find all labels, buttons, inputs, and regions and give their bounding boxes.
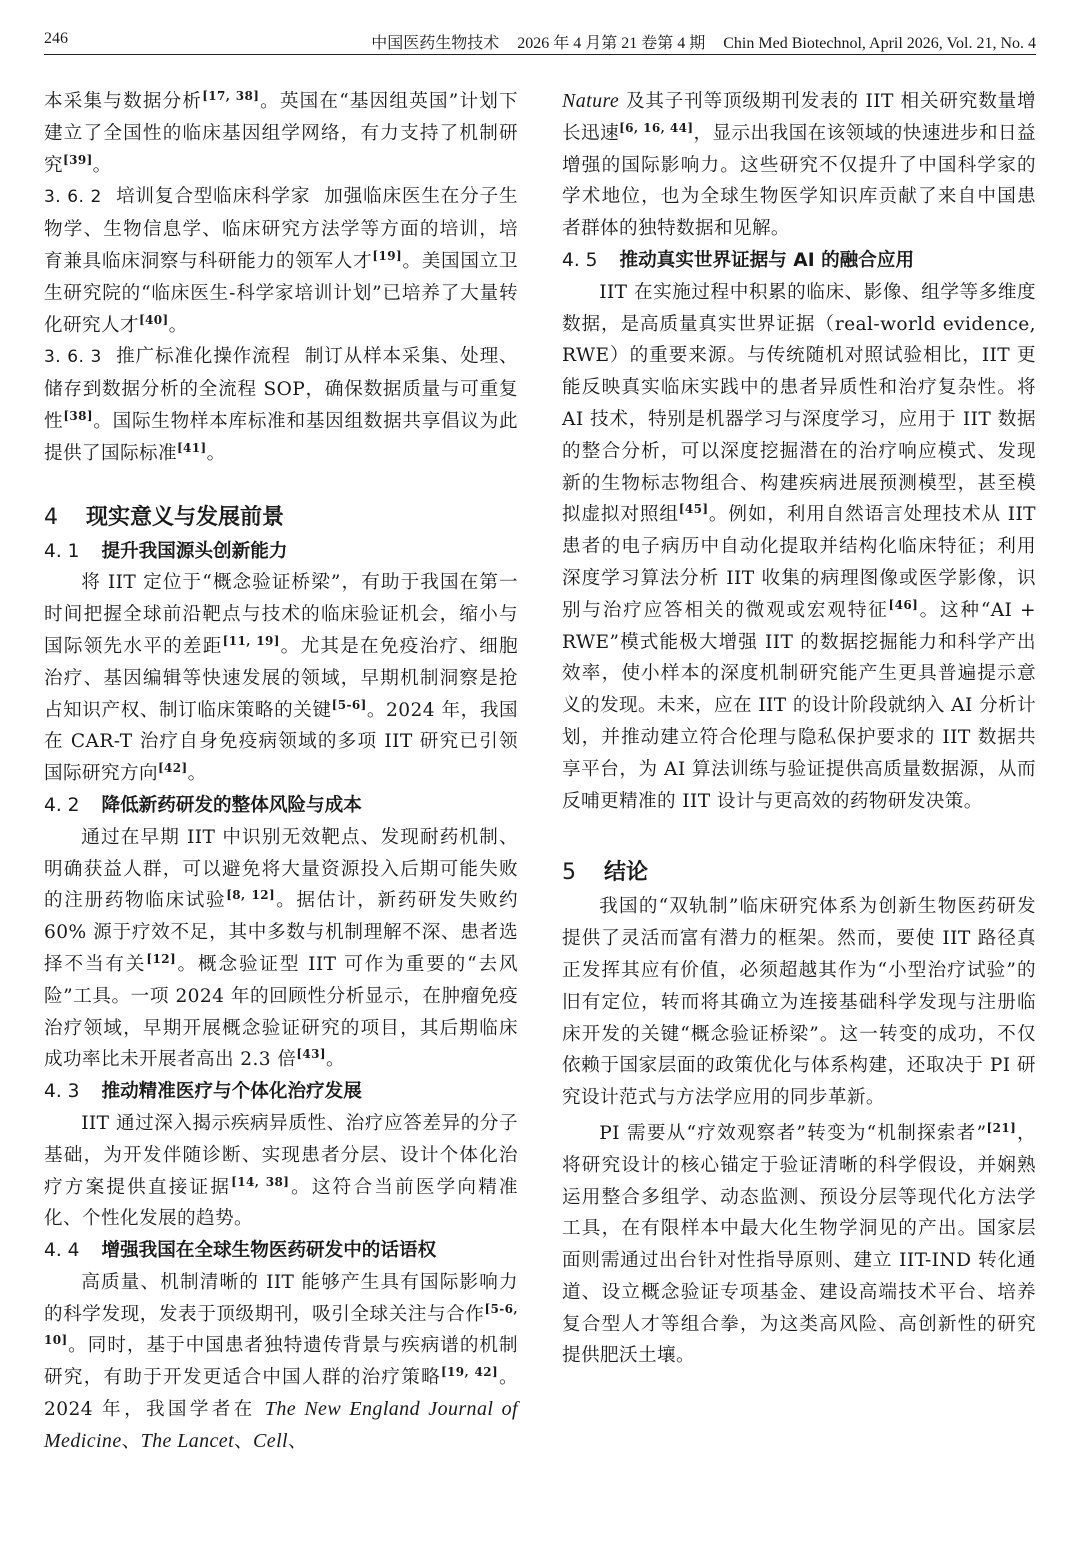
journal-name: Nature: [562, 90, 620, 112]
section-4-4-heading: 4. 4 增强我国在全球生物医药研发中的话语权: [44, 1240, 437, 1262]
section-4-5-heading: 4. 5 推动真实世界证据与 AI 的融合应用: [562, 249, 915, 271]
left-column: [44, 86, 518, 1458]
citation: [14, 38]: [231, 1174, 290, 1189]
citation: [43]: [296, 1047, 326, 1062]
journal-citation-en: Chin Med Biotechnol, April 2026, Vol. 21, No. 4: [723, 35, 1036, 52]
citation: [5-6, 10]: [44, 1301, 518, 1348]
paragraph-4-2: 通过在早期 IIT 中识别无效靶点、发现耐药机制、明确获益人群，可以避免将大量资源投入后期可能失败的注册药物临床试验[8, 12]。据估计，新药研发失败约 60% 源于疗效不足，其中多数与机制理解不深、患者选择不当有关[12]。概念验证型 IIT 可作为重要的“去风险”工具。一项 2024 年的回顾性分析显示，在肿瘤免疫治疗领域，早期开展概念验证研究的项目，其后期临床成功率比未开展者高出 2.3 倍[43]。: [44, 826, 518, 1071]
right-column: [562, 86, 1036, 1372]
section-4-1-heading: 4. 1 提升我国源头创新能力: [44, 540, 288, 562]
paragraph-5-2: PI 需要从“疗效观察者”转变为“机制探索者”[21]，将研究设计的核心锚定于验证清晰的科学假设，并娴熟运用整合多组学、动态监测、预设分层等现代化方法学工具，在有限样本中最大化生物学洞见的产出。国家层面则需通过出台针对性指导原则、建立 IIT-IND 转化通道、设立概念验证专项基金、建设高端技术平台、培养复合型人才等组合拳，为这类高风险、高创新性的研究提供肥沃土壤。: [562, 1120, 1036, 1367]
subsection-3-6-2: 3. 6. 2 培训复合型临床科学家 加强临床医生在分子生物学、生物信息学、临床研究方法学等方面的培训，培育兼具临床洞察与科研能力的领军人才[19]。美国国立卫生研究院的“临床医生-科学家培训计划”已培养了大量转化研究人才[40]。: [44, 186, 518, 336]
paragraph-4-5: IIT 在实施过程中积累的临床、影像、组学等多维度数据，是高质量真实世界证据（real-world evidence, RWE）的重要来源。与传统随机对照试验相比，IIT 更能反映真实临床实践中的患者异质性和治疗复杂性。将 AI 技术，特别是机器学习与深度学习，应用于 IIT 数据的整合分析，可以深度挖掘潜在的治疗响应模式、发现新的生物标志物组合、构建疾病进展预测模型，甚至模拟虚拟对照组[45]。例如，利用自然语言处理技术从 IIT 患者的电子病历中自动化提取并结构化临床特征；利用深度学习算法分析 IIT 收集的病理图像或医学影像，识别与治疗应答相关的微观或宏观特征[46]。这种“AI + RWE”模式能极大增强 IIT 的数据挖掘能力和科学产出效率，使小样本的深度机制研究能产生更具普遍提示意义的发现。未来，应在 IIT 的设计阶段就纳入 AI 分析计划，并推动建立符合伦理与隐私保护要求的 IIT 数据共享平台，为 AI 算法训练与验证提供高质量数据源，从而反哺更精准的 IIT 设计与更高效的药物研发决策。: [562, 281, 1037, 812]
section-5-heading: 5 结论: [562, 860, 649, 886]
section-title: 推广标准化操作流程: [115, 346, 291, 368]
citation: [21]: [986, 1120, 1017, 1135]
page-number: 246: [44, 30, 68, 47]
journal-name: The New England Journal of Medicine: [44, 1398, 518, 1452]
journal-info: [353, 30, 1036, 53]
section-number: 3. 6. 2: [44, 187, 102, 208]
citation: [6, 16, 44]: [619, 120, 694, 135]
journal-name: Cell: [253, 1429, 288, 1452]
citation: [19]: [372, 248, 403, 263]
citation: [11, 19]: [222, 633, 280, 648]
citation: [41]: [176, 440, 207, 455]
running-header: [44, 30, 1036, 54]
citation: [19, 42]: [440, 1365, 499, 1380]
paragraph-4-3: IIT 通过深入揭示疾病异质性、治疗应答差异的分子基础，为开发伴随诊断、实现患者分层、设计个体化治疗方案提供直接证据[14, 38]。这符合当前医学向精准化、个性化发展的趋势。: [44, 1112, 518, 1230]
journal-issue-cn: 2026 年 4 月第 21 卷第 4 期: [517, 35, 706, 52]
section-4-3-heading: 4. 3 推动精准医疗与个体化治疗发展: [44, 1081, 362, 1103]
citation: [40]: [138, 312, 169, 327]
citation: [45]: [678, 502, 709, 517]
paragraph-4-1: 将 IIT 定位于“概念验证桥梁”，有助于我国在第一时间把握全球前沿靶点与技术的临床验证机会，缩小与国际领先水平的差距[11, 19]。尤其是在免疫治疗、细胞治疗、基因编辑等快速发展的领域，早期机制洞察是抢占知识产权、制订临床策略的关键[5-6]。2024 年，我国在 CAR-T 治疗自身免疫病领域的多项 IIT 研究已引领国际研究方向[42]。: [44, 572, 518, 785]
citation: [46]: [888, 597, 919, 612]
citation: [17, 38]: [202, 89, 260, 103]
paragraph-4-4: 高质量、机制清晰的 IIT 能够产生具有国际影响力的科学发现，发表于顶级期刊，吸引全球关注与合作[5-6, 10]。同时，基于中国患者独特遗传背景与疾病谱的机制研究，有助于开发更适合中国人群的治疗策略[19, 42]。2024 年，我国学者在 The New England Journal of Medicine、The Lancet、Cell、: [44, 1271, 518, 1452]
section-number: 3. 6. 3: [44, 347, 102, 368]
header-rule: [44, 54, 1036, 55]
paragraph-continued: Nature 及其子刊等顶级期刊发表的 IIT 相关研究数量增长迅速[6, 16, 44]，显示出我国在该领域的快速进步和日益增强的国际影响力。这些研究不仅提升了中国科学家的学术地位，也为全球生物医学知识库贡献了来自中国患者群体的独特数据和见解。: [562, 90, 1037, 240]
paragraph-5-1: 我国的“双轨制”临床研究体系为创新生物医药研发提供了灵活而富有潜力的框架。然而，要使 IIT 路径真正发挥其应有价值，必须超越其作为“小型治疗试验”的旧有定位，转而将其确立为连接基础科学发现与注册临床开发的关键“概念验证桥梁”。这一转变的成功，不仅依赖于国家层面的政策优化与体系构建，还取决于 PI 研究设计范式与方法学应用的同步革新。: [562, 896, 1036, 1109]
paragraph-continued: 本采集与数据分析[17, 38]。英国在“基因组英国”计划下建立了全国性的临床基因组学网络，有力支持了机制研究[39]。: [44, 89, 518, 176]
journal-name: The Lancet: [140, 1429, 235, 1452]
citation: [5-6]: [331, 697, 367, 712]
section-4-2-heading: 4. 2 降低新药研发的整体风险与成本: [44, 794, 362, 816]
section-title: 培训复合型临床科学家: [115, 186, 311, 208]
citation: [42]: [157, 761, 188, 776]
citation: [38]: [63, 408, 93, 423]
journal-title-cn: 中国医药生物技术: [371, 35, 500, 52]
citation: [8, 12]: [226, 888, 276, 903]
section-4-heading: 4 现实意义与发展前景: [44, 504, 285, 530]
citation: [12]: [146, 951, 177, 966]
citation: [39]: [63, 152, 93, 167]
subsection-3-6-3: 3. 6. 3 推广标准化操作流程 制订从样本采集、处理、储存到数据分析的全流程 SOP，确保数据质量与可重复性[38]。国际生物样本库标准和基因组数据共享倡议为此提供了国际标准[41]。: [44, 346, 518, 464]
